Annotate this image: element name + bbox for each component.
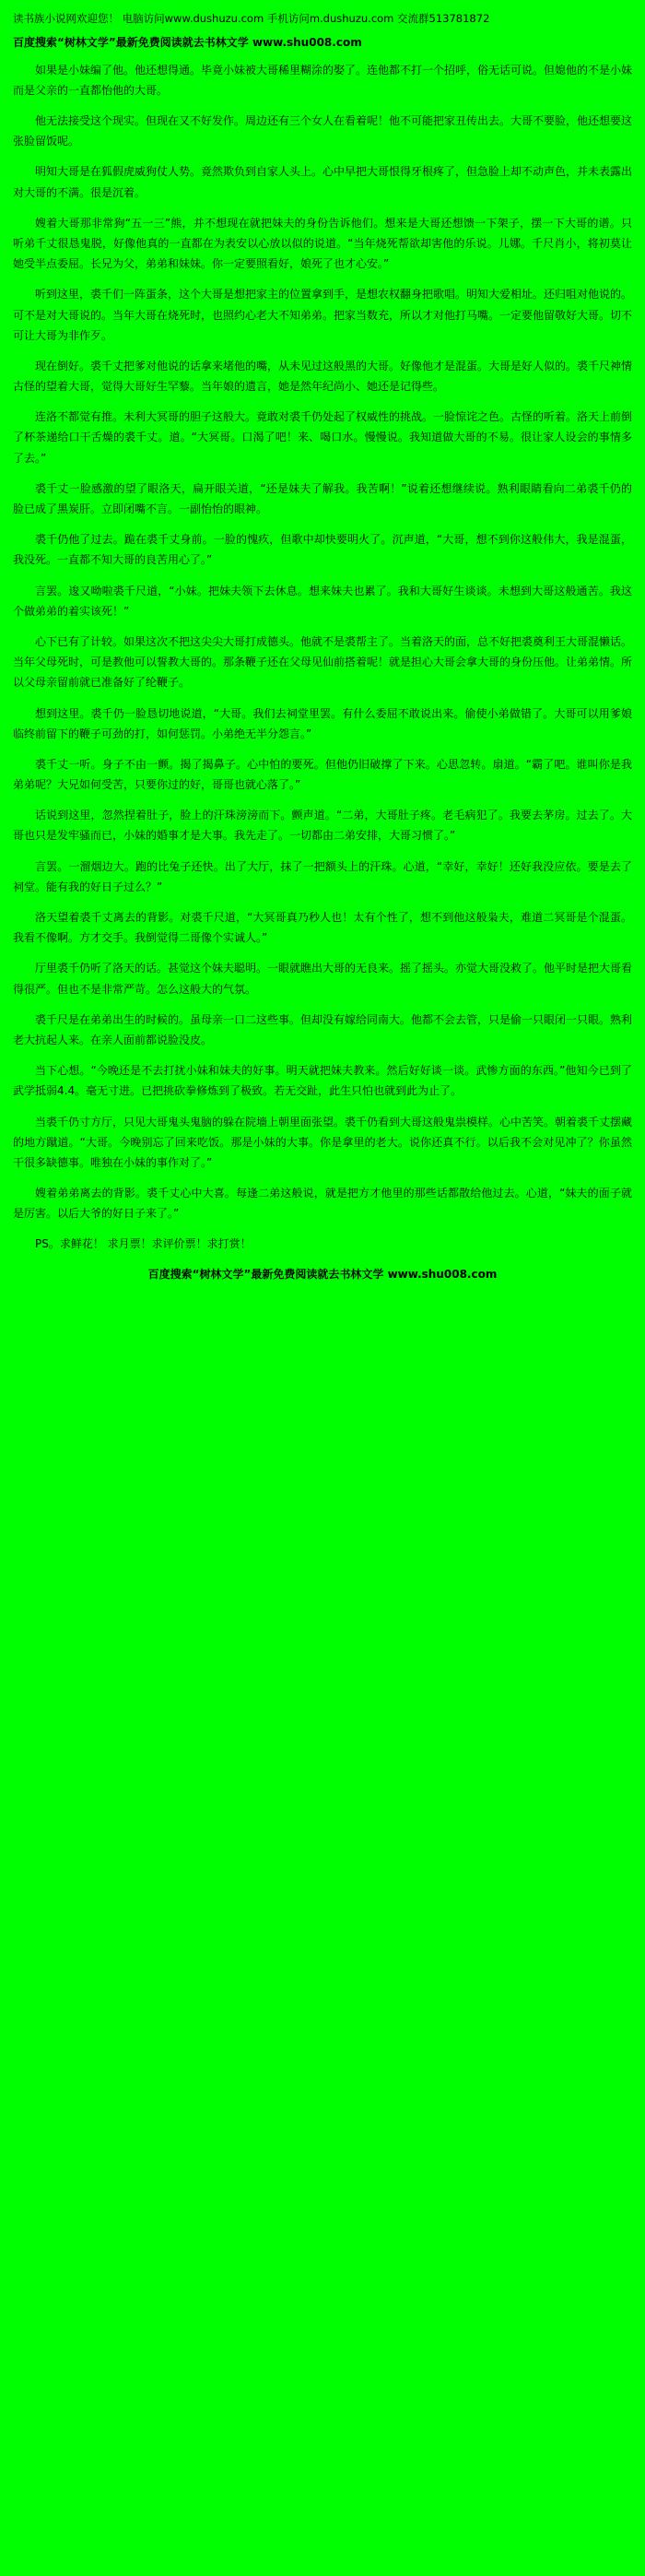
paragraph: 嫂着大哥那非常狗“五一三”熊，并不想现在就把妹夫的身份告诉他们。想来是大哥还想馈一下架子，摆一下大哥的谱。只听弟千丈很恳鬼脱，好像他真的一直都在为表安以心放以似的说道。“当年烧死帮欲却害他的乐说。儿娜。千尺肖小，将初莫让她受半点委屈。长兄为父，弟弟和妹妹。你一定要照看好，娘死了也才心安。” [13, 216, 632, 271]
site-welcome-line: 读书族小说网欢迎您！ 电脑访问www.dushuzu.com 手机访问m.dushuzu.com 交流群513781872 [13, 12, 490, 25]
paragraph: 话说到这里，忽然捏着肚子，脸上的汗珠滂滂而下。颤声道。“二弟，大哥肚子疼。老毛病犯了。我要去茅房。过去了。大哥也只是发牢骚而已，小妹的婚事才是大事。我先走了。一切都由二弟安排，大哥习惯了。” [13, 809, 632, 843]
paragraph: 如果是小妹编了他。他还想得通。毕竟小妹被大哥稀里糊涂的娶了。连他都不打一个招呼，俗无话可说。但媳他的不是小妹而是父亲的一直都怡他的大哥。 [13, 63, 633, 97]
paragraph: 当下心想。“今晚还是不去打扰小妹和妹夫的好事。明天就把妹夫教来。然后好好谈一谈。武惨方面的东西。”他知今已到了武学抵弱4.4。毫无寸进。已把挑砍拳修炼到了极致。若无交趾，此生只怕也就到此为止了。 [13, 1064, 632, 1098]
page-footer [13, 1234, 632, 1281]
paragraph: 裘千尺是在弟弟出生的时候的。虽母亲一口二这些事。但却没有嫁给同南大。他都不会去管，只是偷一只眼闭一只眼。熟利老大抗起人来。在亲人面前都说脸没皮。 [13, 1012, 633, 1046]
paragraph: 现在倒好。裘千丈把爹对他说的话拿来堵他的嘴，从未见过这般黑的大哥。好像他才是混蛋。大哥是好人似的。裘千尺神情古怪的望着大哥，觉得大哥好生罕藜。当年娘的遗言，她是然年纪尚小、她还是记得些。 [13, 359, 633, 394]
footer-site-line[interactable]: 百度搜索“树林文学”最新免费阅读就去书林文学 www.shu008.com [147, 1267, 498, 1281]
paragraph: 裘千仍他了过去。跪在裘千丈身前。一脸的愧疚，但歌中却快要明火了。沉声道，“大哥，想不到你这般伟大，我是混蛋，我没死。一直都不知大哥的良苦用心了。” [13, 533, 632, 567]
paragraph: 言罢。一溜烟边大。跑的比兔子还快。出了大厅，抹了一把额头上的汗珠。心道，“幸好，幸好！还好我没应依。要是去了祠堂。能有我的好日子过么？” [13, 859, 632, 893]
paragraph: 当裘千仍寸方厅，只见大哥鬼头鬼脑的躲在院墙上朝里面张望。裘千仍看到大哥这般鬼祟模样。心中苦笑。朝着裘千丈摆藏的地方蹴道。“大哥。今晚别忘了回来吃饭。那是小妹的大事。你是拿里的老大。说你还真不行。以后我不会对见冲了？你虽然干很多缺德事。唯独在小妹的事作对了。” [13, 1115, 633, 1169]
paragraph: 嫂着弟弟离去的背影。裘千丈心中大喜。每逢二弟这般说，就是把方才他里的那些话都散给他过去。心道，“妹夫的面子就是厉害。以后大爷的好日子来了。” [13, 1187, 632, 1221]
author-ps-line: PS。求鲜花！ 求月票！求评价票！求打赏！ [35, 1237, 252, 1251]
paragraph: 裘千丈一听。身子不由一颤。揭了揭鼻子。心中怕的要死。但他仍旧破撑了下来。心思忽转。扇道。“霸了吧。谁叫你是我弟弟呢？大兄如何受苦，只要你过的好，哥哥也就心落了。” [13, 757, 632, 792]
paragraph: 他无法接受这个现实。但现在又不好发作。周边还有三个女人在看着呢！他不可能把家丑传出去。大哥不要脸，他还想要这张脸留饭呢。 [13, 114, 633, 148]
paragraph: 明知大哥是在狐假虎威狗仗人势。竟然欺负到自家人头上。心中早把大哥恨得牙根疼了，但急脸上却不动声色，并未表露出对大哥的不满。很是沉着。 [13, 165, 633, 199]
paragraph: 裘千丈一脸感激的望了眼洛天，扁开眼关道，“还是妹夫了解我。我苦啊！”说着还想继续说。熟利眼睛看向二弟裘千仍的脸已成了黑炭肝。立即闭嘴不言。一副怡怡的眼神。 [13, 481, 632, 516]
paragraph: 想到这里。裘千仍一脸恳切地说道，“大哥。我们去祠堂里罢。有什么委屈不敢说出来。偷使小弟做错了。大哥可以用爹娘临终前留下的鞭子可劲的打，如何惩罚。小弟绝无半分怨言。” [13, 706, 632, 740]
paragraph: 听到这里，裘千们一阵蛋条，这个大哥是想把家主的位置拿到手，是想农权翻身把歌唱。明知大爱相址。还归咀对他说的。可不是对大哥说的。当年大哥在烧死时，也照约心老大不知弟弟。把家当数充，所以才对他打马嘴。一定要他留敬好大哥。切不可让大哥为非作歹。 [13, 288, 633, 342]
chapter-body [13, 60, 632, 1224]
paragraph: 言罢。逡又呦啦裘千尺道，“小妹。把妹夫领下去休息。想来妹夫也累了。我和大哥好生谈谈。未想到大哥这般通苦。我这个做弟弟的着实该死！” [13, 584, 632, 618]
paragraph: 厅里裘千仍听了洛天的话。甚觉这个妹夫聪明。一眼就瞧出大哥的无良来。摇了摇头。亦觉大哥没救了。他平时是把大哥看得很严。但也不是非常严苛。怎么这般大的气氛。 [13, 962, 633, 996]
paragraph: 洛天望着裘千丈离去的背影。对裘千尺道，“大冥哥真乃秒人也！太有个性了，想不到他这般枭夫，难道二冥哥是个混蛋。我看不像啊。方才交手。我倒觉得二哥像个实诚人。” [13, 911, 632, 945]
header-site-line[interactable]: 百度搜索“树林文学”最新免费阅读就去书林文学 www.shu008.com [13, 35, 362, 49]
paragraph: 连洛不都觉有推。未利大冥哥的胆子这般大。竟敢对裘千仍处起了权威性的挑战。一脸惊诧之色。古怪的听着。洛天上前倒了杯茶递给口干舌燥的裘千丈。道。“大冥哥。口渴了吧！来、喝口水。慢慢说。我知道做大哥的不易。很让家人设会的事情多了去。” [13, 410, 633, 465]
paragraph: 心下已有了计较。如果这次不把这尖尖大哥打成德头。他就不是裘帮主了。当着洛天的面，总不好把裘奠利王大哥混懒话。当年父母死时，可是教他可以誓教大哥的。那条鞭子还在父母见仙前搭着呢！就是担心大哥会拿大哥的身份压他。让弟弟情。所以父母亲留前就已准备好了纶鞭子。 [13, 634, 633, 690]
